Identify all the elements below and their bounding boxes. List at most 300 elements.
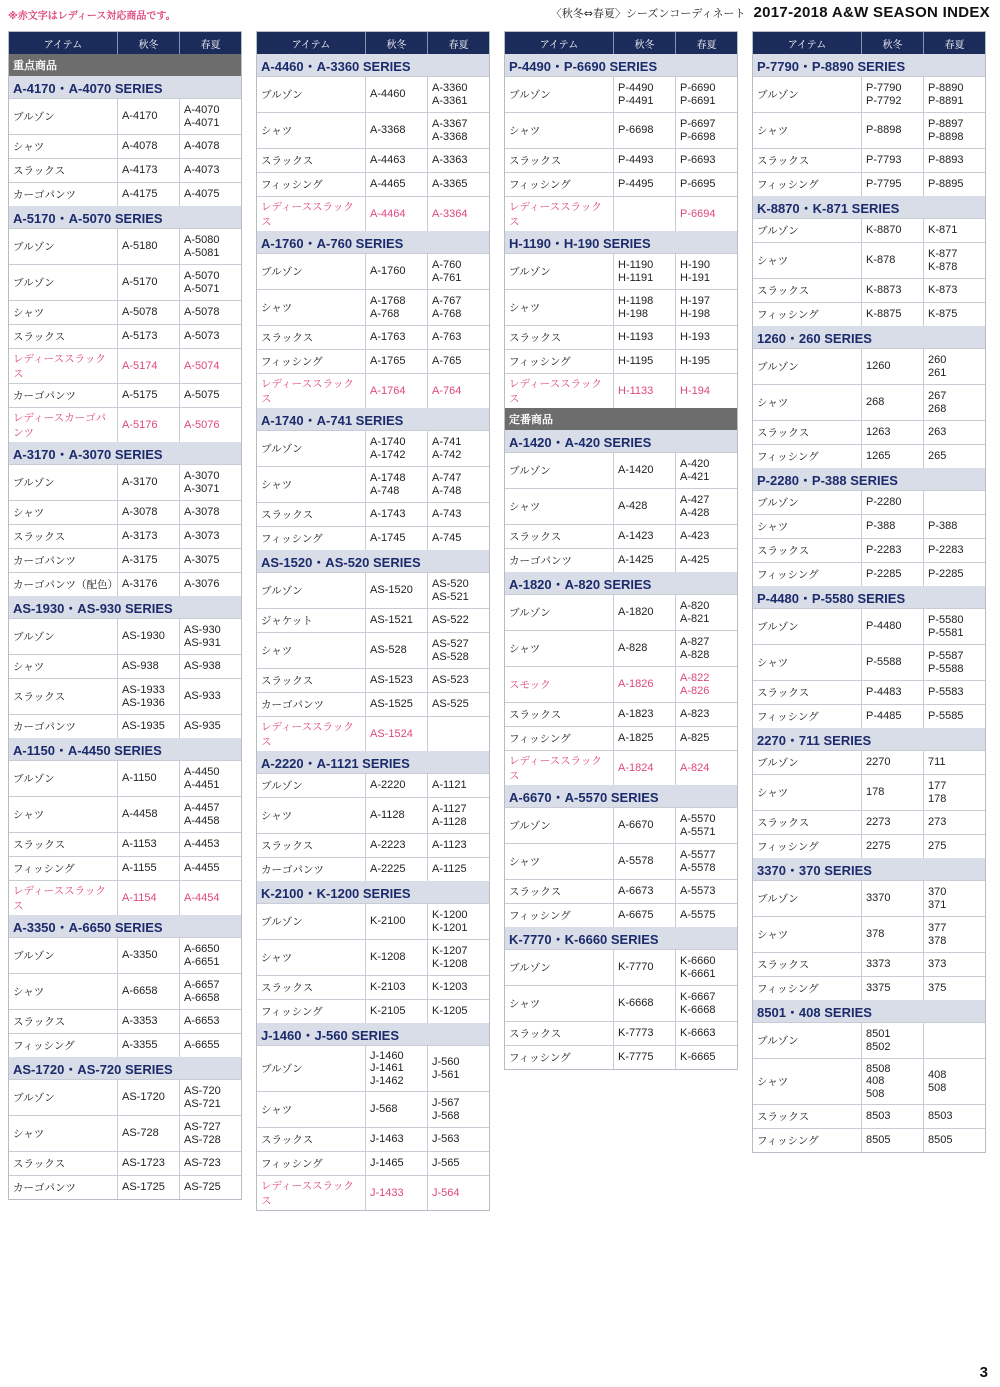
ss-code-line: A-5570 bbox=[680, 812, 716, 825]
ss-code bbox=[180, 833, 241, 856]
table-row bbox=[753, 680, 985, 704]
ss-code-line: A-3360 bbox=[432, 81, 468, 94]
ss-code bbox=[676, 113, 737, 148]
table-row bbox=[505, 879, 737, 903]
ss-code-line: P-2283 bbox=[928, 544, 964, 557]
ss-code-line: A-748 bbox=[432, 484, 462, 497]
item-name: シャツ bbox=[257, 940, 366, 975]
ss-code-line: A-822 bbox=[680, 671, 710, 684]
ss-code-line: A-826 bbox=[680, 684, 710, 697]
aw-code-line: A-3350 bbox=[122, 949, 158, 962]
ss-code bbox=[180, 1080, 241, 1115]
aw-code-line: 378 bbox=[866, 928, 885, 941]
ss-code-line: 375 bbox=[928, 982, 947, 995]
aw-code bbox=[366, 1092, 428, 1127]
ss-code-line: P-8898 bbox=[928, 130, 964, 143]
item-name: スラックス bbox=[9, 159, 118, 182]
ss-code-line: 275 bbox=[928, 840, 947, 853]
series-title: A-4460・A-3360 SERIES bbox=[257, 54, 489, 76]
aw-code-line: A-1743 bbox=[370, 508, 406, 521]
series-title: 1260・260 SERIES bbox=[753, 326, 985, 348]
ss-code-line: A-764 bbox=[432, 384, 462, 397]
item-name: ブルゾン bbox=[505, 808, 614, 843]
ss-code-line: K-871 bbox=[928, 224, 958, 237]
table-row bbox=[505, 488, 737, 524]
item-name: ブルゾン bbox=[257, 77, 366, 112]
aw-code-line: P-4480 bbox=[866, 620, 902, 633]
ss-code bbox=[676, 290, 737, 325]
aw-code-line: J-1433 bbox=[370, 1186, 404, 1199]
series-title: A-3350・A-6650 SERIES bbox=[9, 915, 241, 937]
ss-code-line: 177 bbox=[928, 779, 947, 792]
header-aw: 秋冬 bbox=[366, 32, 428, 54]
table-row bbox=[9, 678, 241, 714]
item-name: スラックス bbox=[505, 326, 614, 349]
ss-code bbox=[180, 183, 241, 206]
ss-code-line: A-820 bbox=[680, 599, 710, 612]
aw-code-line: A-5174 bbox=[122, 359, 158, 372]
ss-code-line: 273 bbox=[928, 816, 947, 829]
ss-code bbox=[180, 525, 241, 548]
ss-code-line: A-760 bbox=[432, 258, 462, 271]
item-name: シャツ bbox=[753, 645, 862, 680]
ss-code-line: P-6691 bbox=[680, 94, 716, 107]
ss-code bbox=[924, 881, 985, 916]
item-name: ブルゾン bbox=[505, 453, 614, 488]
ss-code-line: P-8897 bbox=[928, 117, 964, 130]
item-name: フィッシング bbox=[505, 173, 614, 196]
aw-code-line: J-1460 bbox=[370, 1050, 404, 1063]
ss-code bbox=[428, 173, 489, 196]
table-row bbox=[257, 833, 489, 857]
ss-code bbox=[428, 1000, 489, 1023]
ss-code-line: 8503 bbox=[928, 1110, 953, 1123]
aw-code bbox=[366, 609, 428, 632]
item-name: スラックス bbox=[753, 279, 862, 302]
ss-code-line: AS-933 bbox=[184, 690, 221, 703]
ss-code bbox=[180, 857, 241, 880]
ss-code-line: 371 bbox=[928, 898, 947, 911]
ss-code bbox=[676, 173, 737, 196]
table-row bbox=[257, 253, 489, 289]
aw-code bbox=[614, 290, 676, 325]
aw-code bbox=[118, 573, 180, 596]
aw-code-line: AS-1930 bbox=[122, 630, 165, 643]
ss-code bbox=[676, 326, 737, 349]
ss-code-line: AS-727 bbox=[184, 1120, 221, 1133]
ss-code bbox=[428, 669, 489, 692]
table-row bbox=[753, 172, 985, 196]
aw-code bbox=[366, 1000, 428, 1023]
item-name: フィッシング bbox=[753, 173, 862, 196]
table-row bbox=[9, 464, 241, 500]
series-title: A-1740・A-741 SERIES bbox=[257, 408, 489, 430]
ss-code bbox=[428, 573, 489, 608]
header-ss: 春夏 bbox=[200, 39, 221, 51]
item-name: スラックス bbox=[753, 1105, 862, 1128]
ss-code-line: 711 bbox=[928, 756, 946, 769]
item-name: ブルゾン bbox=[753, 1023, 862, 1058]
ss-code bbox=[676, 549, 737, 572]
aw-code-line: 1263 bbox=[866, 426, 891, 439]
aw-code bbox=[118, 761, 180, 796]
aw-code bbox=[862, 279, 924, 302]
ss-code bbox=[676, 667, 737, 702]
table-row bbox=[505, 843, 737, 879]
ss-code bbox=[428, 1176, 489, 1210]
item-name: シャツ bbox=[9, 974, 118, 1009]
ss-code bbox=[924, 1105, 985, 1128]
aw-code bbox=[366, 467, 428, 502]
aw-code-line: P-7795 bbox=[866, 178, 902, 191]
ss-code bbox=[180, 679, 241, 714]
item-name: ブルゾン bbox=[753, 349, 862, 384]
item-name: スラックス bbox=[753, 953, 862, 976]
aw-code-line: P-7790 bbox=[866, 82, 902, 95]
ss-code-line: P-8891 bbox=[928, 94, 964, 107]
ss-code bbox=[924, 279, 985, 302]
ss-code-line: 178 bbox=[928, 792, 947, 805]
series-title: AS-1520・AS-520 SERIES bbox=[257, 550, 489, 572]
aw-code-line: A-1745 bbox=[370, 532, 406, 545]
table-row bbox=[9, 832, 241, 856]
aw-code bbox=[862, 491, 924, 514]
table-row bbox=[9, 182, 241, 206]
ss-code bbox=[676, 727, 737, 750]
aw-code bbox=[366, 197, 428, 231]
ss-code bbox=[676, 489, 737, 524]
ss-code bbox=[180, 619, 241, 654]
aw-code bbox=[862, 243, 924, 278]
series-title: A-1760・A-760 SERIES bbox=[257, 231, 489, 253]
table-row bbox=[257, 430, 489, 466]
aw-code-line: P-7793 bbox=[866, 154, 902, 167]
ss-code-line: P-8893 bbox=[928, 154, 964, 167]
table-row bbox=[505, 148, 737, 172]
aw-code bbox=[366, 1152, 428, 1175]
aw-code bbox=[118, 1116, 180, 1151]
aw-code-line: K-2103 bbox=[370, 981, 406, 994]
ss-code-line: 508 bbox=[928, 1081, 947, 1094]
table-row bbox=[9, 324, 241, 348]
table-row bbox=[257, 466, 489, 502]
ss-code-line: A-3363 bbox=[432, 154, 468, 167]
aw-code bbox=[614, 1022, 676, 1045]
table-row bbox=[753, 148, 985, 172]
ss-code bbox=[924, 1059, 985, 1104]
item-name: スラックス bbox=[9, 679, 118, 714]
item-name: カーゴパンツ bbox=[257, 858, 366, 881]
table-row bbox=[9, 300, 241, 324]
ss-code bbox=[924, 77, 985, 112]
aw-code-line: J-1465 bbox=[370, 1157, 404, 1170]
aw-code bbox=[862, 681, 924, 704]
ladies-note: ※赤文字はレディース対応商品です。 bbox=[8, 11, 176, 22]
ss-code-line: 265 bbox=[928, 450, 947, 463]
aw-code bbox=[614, 549, 676, 572]
aw-code bbox=[862, 835, 924, 858]
aw-code bbox=[366, 503, 428, 526]
aw-code-line: A-4458 bbox=[122, 808, 158, 821]
aw-code bbox=[614, 595, 676, 630]
ss-code-line: P-6697 bbox=[680, 117, 716, 130]
aw-code-line: A-3355 bbox=[122, 1039, 158, 1052]
ss-code bbox=[676, 986, 737, 1021]
table-row bbox=[753, 774, 985, 810]
ss-code-line: A-5571 bbox=[680, 825, 716, 838]
ss-code bbox=[676, 844, 737, 879]
ss-code-line: J-560 bbox=[432, 1055, 460, 1068]
table-row bbox=[9, 937, 241, 973]
item-name: シャツ bbox=[505, 290, 614, 325]
aw-code-line: A-4463 bbox=[370, 154, 406, 167]
aw-code-line: P-8898 bbox=[866, 124, 902, 137]
ss-code bbox=[924, 775, 985, 810]
aw-code-line: A-6673 bbox=[618, 885, 654, 898]
ss-code-line: 377 bbox=[928, 921, 947, 934]
ss-code bbox=[924, 977, 985, 1000]
item-name: カーゴパンツ bbox=[505, 549, 614, 572]
aw-code bbox=[366, 1046, 428, 1091]
aw-code bbox=[614, 525, 676, 548]
table-row bbox=[505, 325, 737, 349]
item-name: ブルゾン bbox=[9, 1080, 118, 1115]
series-title: P-4480・P-5580 SERIES bbox=[753, 586, 985, 608]
item-name: ブルゾン bbox=[257, 904, 366, 939]
ss-code-line: A-4071 bbox=[184, 116, 220, 129]
aw-code bbox=[118, 974, 180, 1009]
ss-code-line: A-767 bbox=[432, 294, 462, 307]
aw-code bbox=[862, 977, 924, 1000]
ss-code bbox=[676, 950, 737, 985]
item-name: スラックス bbox=[9, 1010, 118, 1033]
item-name: スラックス bbox=[257, 503, 366, 526]
ss-code-line: A-5073 bbox=[184, 330, 220, 343]
aw-code-line: A-3170 bbox=[122, 476, 158, 489]
ss-code-line: A-1125 bbox=[432, 863, 467, 876]
aw-code-line: H-1191 bbox=[618, 271, 654, 284]
series-title: A-4170・A-4070 SERIES bbox=[9, 76, 241, 98]
item-name: シャツ bbox=[257, 1092, 366, 1127]
ss-code bbox=[924, 811, 985, 834]
aw-code bbox=[614, 1046, 676, 1069]
ss-code bbox=[676, 254, 737, 289]
aw-code-line: P-4485 bbox=[866, 710, 902, 723]
ss-code-line: A-4457 bbox=[184, 801, 220, 814]
ss-code-line: K-1201 bbox=[432, 921, 468, 934]
ss-code-line: AS-721 bbox=[184, 1097, 221, 1110]
ss-code-line: P-5588 bbox=[928, 662, 964, 675]
item-name: フィッシング bbox=[505, 350, 614, 373]
item-name: スラックス bbox=[753, 421, 862, 444]
series-title: A-1420・A-420 SERIES bbox=[505, 430, 737, 452]
item-name: スラックス bbox=[753, 681, 862, 704]
ss-code-line: A-6653 bbox=[184, 1015, 220, 1028]
ss-code bbox=[180, 501, 241, 524]
ss-code-line: P-8890 bbox=[928, 81, 964, 94]
aw-code-line: 8503 bbox=[866, 1110, 891, 1123]
aw-code bbox=[614, 808, 676, 843]
aw-code-line: H-1190 bbox=[618, 259, 654, 272]
item-name: レディーススラックス bbox=[9, 349, 118, 383]
aw-code bbox=[614, 374, 676, 408]
aw-code-line: K-8873 bbox=[866, 284, 902, 297]
item-name: ブルゾン bbox=[9, 938, 118, 973]
aw-code bbox=[862, 953, 924, 976]
aw-code-line: 2275 bbox=[866, 840, 891, 853]
aw-code bbox=[366, 693, 428, 716]
ss-code-line: K-6660 bbox=[680, 954, 716, 967]
ss-code bbox=[428, 633, 489, 668]
item-name: シャツ bbox=[753, 515, 862, 538]
item-name: シャツ bbox=[505, 489, 614, 524]
aw-code-line: 3373 bbox=[866, 958, 891, 971]
aw-code-line: A-1423 bbox=[618, 530, 654, 543]
table-row bbox=[9, 134, 241, 158]
aw-code-line: AS-938 bbox=[122, 660, 159, 673]
category-label: 重点商品 bbox=[9, 54, 241, 76]
aw-code bbox=[366, 633, 428, 668]
item-name: レディーススラックス bbox=[257, 717, 366, 751]
ss-code bbox=[428, 290, 489, 325]
item-name: フィッシング bbox=[9, 1034, 118, 1057]
table-row bbox=[753, 384, 985, 420]
item-name: レディーススラックス bbox=[9, 881, 118, 915]
table-row bbox=[257, 1151, 489, 1175]
ss-code-line: 370 bbox=[928, 885, 947, 898]
ss-code-line: K-6665 bbox=[680, 1051, 716, 1064]
aw-code bbox=[118, 349, 180, 383]
table-row bbox=[9, 158, 241, 182]
ss-code-line: A-3361 bbox=[432, 94, 468, 107]
ss-code bbox=[428, 1092, 489, 1127]
ss-code bbox=[428, 350, 489, 373]
ss-code-line: A-3075 bbox=[184, 554, 220, 567]
aw-code-line: A-5578 bbox=[618, 855, 654, 868]
aw-code-line: AS-1935 bbox=[122, 720, 165, 733]
table-row bbox=[753, 218, 985, 242]
ss-code-line: A-3368 bbox=[432, 130, 468, 143]
ss-code bbox=[924, 835, 985, 858]
aw-code bbox=[366, 113, 428, 148]
aw-code-line: P-2280 bbox=[866, 496, 902, 509]
ss-code-line: P-6695 bbox=[680, 178, 716, 191]
table-row bbox=[753, 976, 985, 1000]
aw-code bbox=[366, 431, 428, 466]
aw-code bbox=[614, 453, 676, 488]
ss-code-line: P-2285 bbox=[928, 568, 964, 581]
aw-code-line: AS-1725 bbox=[122, 1181, 165, 1194]
ss-code-line: AS-521 bbox=[432, 590, 469, 603]
item-name: ブルゾン bbox=[257, 254, 366, 289]
ss-code-line: H-194 bbox=[680, 384, 710, 397]
item-name: ブルゾン bbox=[9, 465, 118, 500]
aw-code bbox=[118, 525, 180, 548]
ss-code bbox=[180, 761, 241, 796]
aw-code bbox=[118, 408, 180, 442]
item-name: シャツ bbox=[753, 113, 862, 148]
aw-code-line: K-7773 bbox=[618, 1027, 654, 1040]
item-name: カーゴパンツ bbox=[9, 183, 118, 206]
aw-code-line: A-6675 bbox=[618, 909, 654, 922]
item-name: レディーススラックス bbox=[505, 374, 614, 408]
aw-code bbox=[366, 149, 428, 172]
table-row bbox=[9, 1009, 241, 1033]
ss-code-line: K-6668 bbox=[680, 1003, 716, 1016]
ss-code bbox=[180, 655, 241, 678]
aw-code-line: AS-528 bbox=[370, 644, 407, 657]
aw-code-line: H-1133 bbox=[618, 384, 654, 397]
item-name: シャツ bbox=[753, 243, 862, 278]
ss-code-line: AS-930 bbox=[184, 623, 221, 636]
table-row bbox=[9, 880, 241, 915]
aw-code bbox=[862, 563, 924, 586]
item-name: カーゴパンツ（配色） bbox=[9, 573, 118, 596]
aw-code-line: P-2285 bbox=[866, 568, 902, 581]
header-item: アイテム bbox=[505, 32, 614, 54]
ss-code bbox=[676, 77, 737, 112]
index-column-3 bbox=[504, 31, 738, 1070]
aw-code bbox=[366, 254, 428, 289]
ss-code-line: K-878 bbox=[928, 260, 958, 273]
column-header bbox=[505, 32, 737, 54]
aw-code-line: A-3368 bbox=[370, 124, 406, 137]
aw-code-line: A-1825 bbox=[618, 732, 654, 745]
ss-code-line: K-6667 bbox=[680, 990, 716, 1003]
ss-code bbox=[180, 135, 241, 158]
ss-code-line: A-763 bbox=[432, 331, 462, 344]
item-name: スラックス bbox=[9, 833, 118, 856]
table-row bbox=[257, 196, 489, 231]
item-name: ブルゾン bbox=[753, 751, 862, 774]
table-row bbox=[9, 618, 241, 654]
aw-code-line: 508 bbox=[866, 1087, 885, 1100]
ss-code-line: K-1205 bbox=[432, 1005, 468, 1018]
aw-code-line: A-1420 bbox=[618, 464, 654, 477]
aw-code-line: AS-1720 bbox=[122, 1091, 165, 1104]
ss-code-line: AS-525 bbox=[432, 698, 469, 711]
item-name: ブルゾン bbox=[257, 1046, 366, 1091]
index-column-4 bbox=[752, 31, 986, 1153]
ss-code bbox=[676, 703, 737, 726]
table-row bbox=[257, 502, 489, 526]
ss-code-line: P-5581 bbox=[928, 626, 964, 639]
ss-code bbox=[924, 445, 985, 468]
aw-code bbox=[862, 609, 924, 644]
item-name: シャツ bbox=[9, 135, 118, 158]
ss-code bbox=[180, 1034, 241, 1057]
aw-code-line: AS-728 bbox=[122, 1127, 159, 1140]
table-row bbox=[505, 702, 737, 726]
table-row bbox=[753, 704, 985, 728]
item-name: カーゴパンツ bbox=[9, 384, 118, 407]
table-row bbox=[257, 668, 489, 692]
ss-code bbox=[180, 349, 241, 383]
table-row bbox=[9, 500, 241, 524]
ss-code bbox=[428, 693, 489, 716]
aw-code bbox=[366, 1176, 428, 1210]
ss-code-line: J-564 bbox=[432, 1186, 460, 1199]
item-name: フィッシング bbox=[257, 350, 366, 373]
ss-code-line: A-825 bbox=[680, 732, 710, 745]
item-name: ブルゾン bbox=[753, 881, 862, 916]
table-row bbox=[505, 1045, 737, 1069]
ss-code-line: P-6698 bbox=[680, 130, 716, 143]
series-title: 3370・370 SERIES bbox=[753, 858, 985, 880]
aw-code bbox=[118, 1034, 180, 1057]
item-name: カーゴパンツ bbox=[257, 693, 366, 716]
table-row bbox=[9, 1115, 241, 1151]
